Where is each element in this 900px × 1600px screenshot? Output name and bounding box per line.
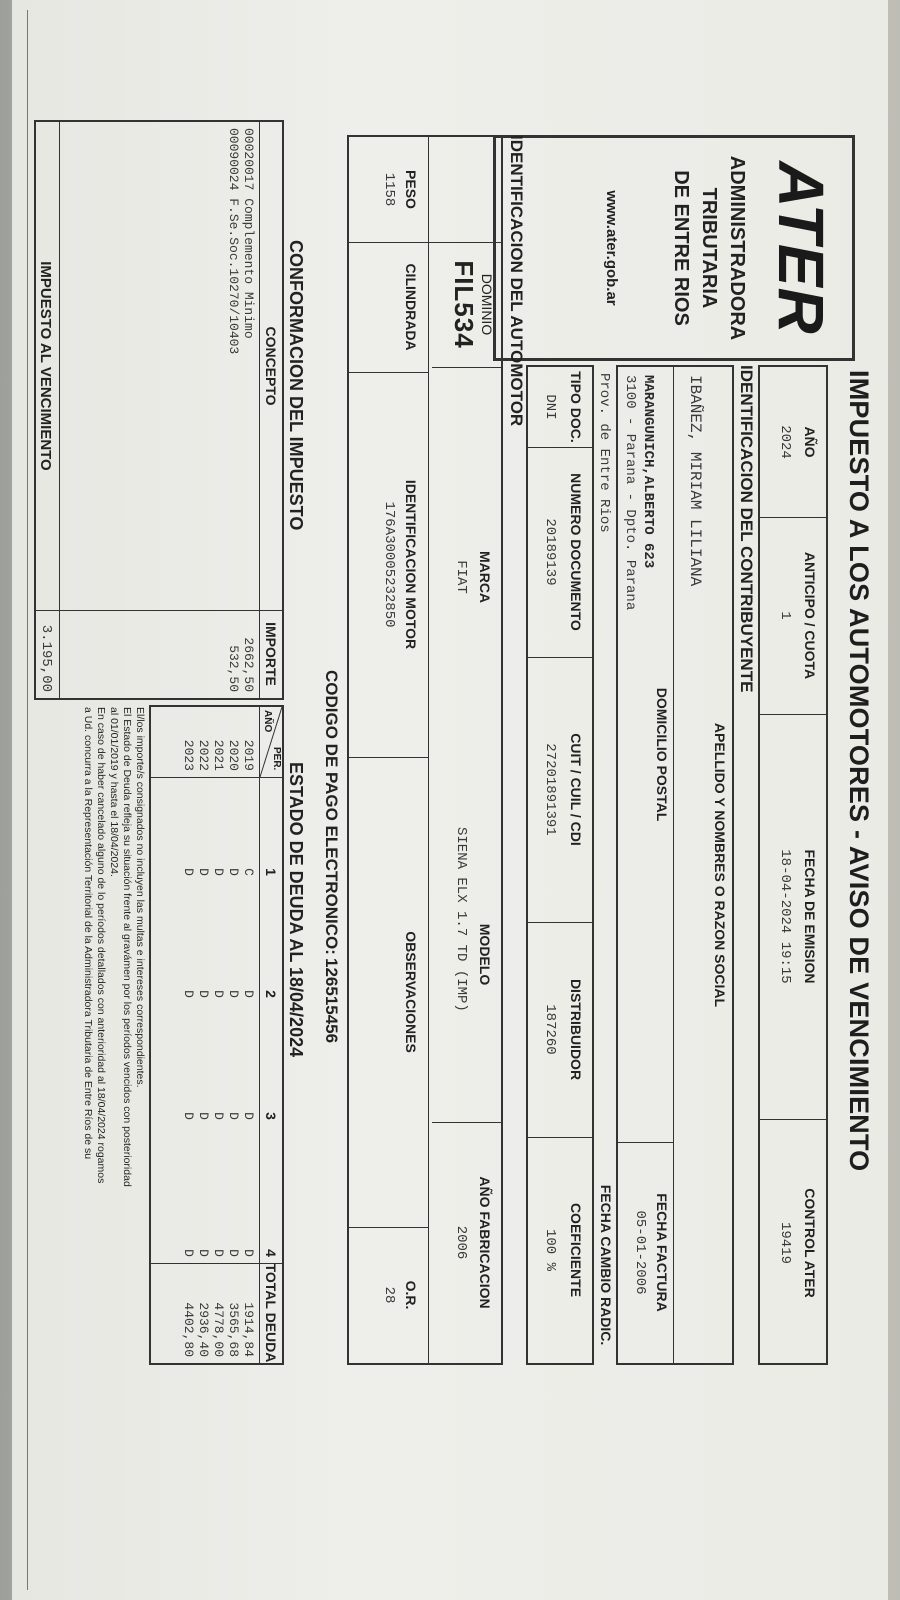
automotor-section-title: IDENTIFICACION DEL AUTOMOTOR [507,135,526,427]
deuda-note-1: El/los importe/s consignados no incluyen las multas e intereses correspondientes. [134,707,146,1088]
deuda-total-cell: 2936,40 [196,1302,211,1357]
deuda-note-3: al 01/01/2019 y hasta el 18/04/2024. [108,707,120,877]
deuda-status-cell: D [196,990,211,998]
importe-cell: 532,50 [226,645,241,692]
deuda-status-cell: D [196,1112,211,1120]
motor-value: 176A30005232850 [381,501,397,628]
num-doc-label: NUMERO DOCUMENTO [568,473,584,631]
org-name-line1: ADMINISTRADORA [726,155,748,341]
tipo-doc-label: TIPO DOC. [568,371,584,443]
logo-box [493,135,855,361]
name-label: APELLIDO Y NOMBRES O RAZON SOCIAL [712,722,728,1008]
anio-fab-value: 2006 [453,1225,469,1260]
automotor-box [347,135,503,1365]
deuda-status-cell: D [241,1112,256,1120]
deuda-status-cell: D [181,1249,196,1257]
or-value: 28 [381,1286,397,1304]
address-line2: 3100 - Parana - Dpto. Parana [622,375,638,611]
emision-label: FECHA DE EMISION [802,849,818,984]
concepto-header: CONCEPTO [263,326,279,406]
period-header-1: 1 [263,868,279,876]
deuda-status-cell: D [211,1112,226,1120]
coeficiente-label: COEFICIENTE [568,1202,584,1298]
impuesto-vencimiento-label: IMPUESTO AL VENCIMIENTO [37,261,54,471]
deuda-status-cell: D [181,990,196,998]
tipo-doc-value: DNI [542,394,558,420]
distribuidor-value: 187260 [542,1004,558,1055]
domicilio-label: DOMICILIO POSTAL [654,687,670,822]
address-line1: MARANGUNICH,ALBERTO 623 [640,375,656,569]
or-label: O.R. [403,1280,419,1310]
importe-header: IMPORTE [263,622,279,686]
cuota-value: 1 [777,611,793,620]
org-name-line3: DE ENTRE RIOS [670,170,692,326]
tear-line [27,10,28,1590]
control-label: CONTROL ATER [802,1188,818,1298]
cilindrada-label: CILINDRADA [403,263,419,351]
observaciones-label: OBSERVACIONES [403,931,419,1053]
deuda-total-cell: 1914,84 [241,1302,256,1357]
deuda-note-5: a Ud. concurra a la Representación Territorial de la Administradora Tributaria de Entre Ríos de su [82,707,94,1160]
distribuidor-label: DISTRIBUIDOR [568,978,584,1081]
top-info-row [758,365,828,1365]
modelo-label: MODELO [477,923,493,986]
total-deuda-header: TOTAL DEUDA [263,1263,279,1363]
anio-label: AÑO [262,710,273,733]
address-line3: Prov. de Entre Rios [596,373,612,533]
deuda-year-cell: 2022 [196,739,211,771]
period-header-2: 2 [263,990,279,998]
marca-value: FIAT [453,560,469,594]
deuda-note-4: En caso de haber cancelado alguno de lo períodos detallados con anterioridad al 18/04/2024 rogamos [95,707,107,1184]
deuda-status-cell: D [241,990,256,998]
deuda-note-2: El Estado de Deuda refleja su situación frente al gravámen por los períodos vencidos con posterioridad [121,707,133,1187]
codigo-pago-label: CODIGO DE PAGO ELECTRONICO: [322,670,341,955]
impuesto-vencimiento-value: 3.195,00 [38,624,54,692]
deuda-status-cell: D [226,1249,241,1257]
deuda-status-cell: D [181,1112,196,1120]
control-value: 19419 [777,1221,793,1264]
dominio-label: DOMINIO [479,273,495,336]
cuit-label: CUIT / CUIL / CDI [568,733,584,846]
marca-label: MARCA [477,550,493,604]
period-header-4: 4 [263,1249,279,1257]
conformacion-table [34,120,284,700]
deuda-status-cell: D [196,868,211,876]
peso-value: 1158 [381,172,397,207]
deuda-total-cell: 3565,68 [226,1302,241,1357]
dominio-value: FIL534 [449,260,479,349]
deuda-year-cell: 2019 [241,739,256,771]
deuda-status-cell: D [196,1249,211,1257]
deuda-table [149,705,284,1365]
factura-date: 05-01-2006 [632,1210,648,1295]
anio-fab-label: AÑO FABRICACION [477,1176,493,1309]
deuda-status-cell: D [241,1249,256,1257]
deuda-status-cell: D [211,1249,226,1257]
documento-row [526,365,594,1365]
concepto-cell: 00020017 Complemento Minimo [241,128,256,339]
page-title: IMPUESTO A LOS AUTOMOTORES - AVISO DE VENCIMIENTO [844,370,874,1172]
deuda-title: ESTADO DE DEUDA AL 18/04/2024 [286,762,306,1058]
factura-label: FECHA FACTURA [654,1193,670,1312]
deuda-status-cell: D [181,868,196,876]
deuda-total-cell: 4402,80 [181,1302,196,1357]
contributor-name: IBAÑEZ, MIRIAM LILIANA [686,375,704,587]
deuda-status-cell: D [226,990,241,998]
deuda-status-cell: D [211,868,226,876]
tax-notice-document [20,10,880,1590]
ater-logo: ATER [765,161,837,335]
deuda-year-cell: 2020 [226,739,241,771]
motor-label: IDENTIFICACION MOTOR [403,479,419,650]
deuda-status-cell: D [226,868,241,876]
concepto-cell: 00090024 F.Se.Soc.10270/10403 [226,128,241,355]
deuda-notes [81,707,146,1407]
coeficiente-value: 100 % [542,1228,558,1271]
deuda-total-cell: 4778,00 [211,1302,226,1357]
per-label: PER. [271,747,282,771]
modelo-value: SIENA ELX 1.7 TD (IMP) [453,827,469,1012]
cuit-value: 27201891391 [542,743,558,836]
deuda-status-cell: D [226,1112,241,1120]
conformacion-title: CONFORMACION DEL IMPUESTO [286,240,306,531]
cuota-label: ANTICIPO / CUOTA [802,551,818,680]
codigo-pago-value: 126515456 [322,958,341,1044]
contribuyente-section-title: IDENTIFICACION DEL CONTRIBUYENTE [737,365,756,693]
org-name-line2: TRIBUTARIA [698,187,720,309]
deuda-year-cell: 2023 [181,739,196,771]
period-header-3: 3 [263,1112,279,1120]
deuda-status-cell: C [241,868,256,876]
peso-label: PESO [403,170,419,209]
importe-cell: 2662,50 [241,637,256,692]
num-doc-value: 20189139 [542,518,558,586]
cambio-radic-label: FECHA CAMBIO RADIC. [598,1184,614,1346]
year-value: 2024 [777,425,793,459]
deuda-status-cell: D [211,990,226,998]
deuda-year-cell: 2021 [211,739,226,771]
contribuyente-box [616,365,734,1365]
website-link[interactable]: www.ater.gob.ar [603,190,620,306]
year-label: AÑO [802,426,818,458]
emision-value: 18-04-2024 19:15 [777,849,793,984]
